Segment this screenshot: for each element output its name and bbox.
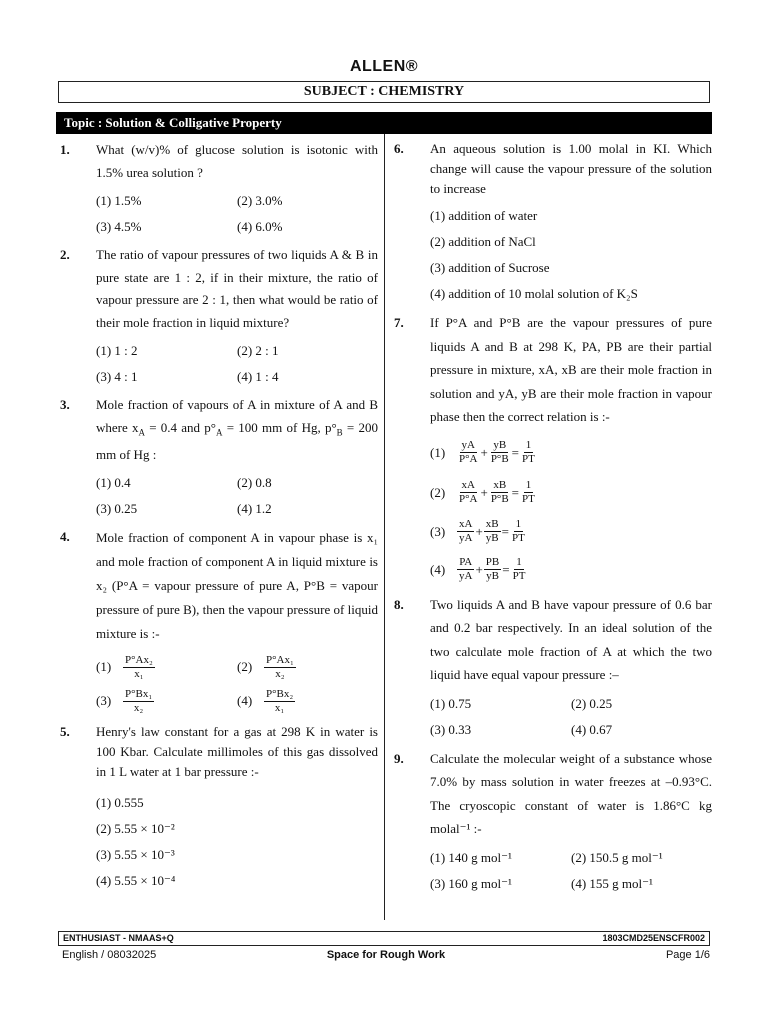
question-number: 8. <box>394 596 404 612</box>
right-column <box>392 134 712 895</box>
option-3[interactable]: (3) 5.55 × 10⁻³ <box>96 847 175 863</box>
subject-title: SUBJECT : CHEMISTRY <box>58 81 710 103</box>
option-3[interactable]: (3) $\frac{\text{P°Bx₁}}{\text{x₂}}$ <box>96 687 153 714</box>
option-4[interactable]: (4) $\frac{PA}{yA}$ + $\frac{PB}{yB}$ = $\frac{1}{PT}$ <box>430 556 526 582</box>
question-5 <box>58 722 378 892</box>
question-1 <box>58 139 378 238</box>
option-1[interactable]: (1) 0.555 <box>96 795 144 811</box>
question-number: 1. <box>60 142 70 157</box>
question-number: 2. <box>60 247 70 262</box>
question-text: Two liquids A and B have vapour pressure of 0.6 bar and 0.2 bar respectively. In an ideal solution of the two calculate mole fraction of A at which the two liquid have equal vapour pressure :– <box>430 596 712 682</box>
option-1[interactable]: (1) 140 g mol⁻¹ <box>430 849 512 865</box>
option-3[interactable]: (3) addition of Sucrose <box>430 260 550 275</box>
option-1[interactable]: (1) 0.75 <box>430 695 472 711</box>
option-2[interactable]: (2) $\frac{xA}{P^\circ A}$ + $\frac{xB}{P^\circ B}$ = $\frac{1}{PT}$ <box>430 479 535 505</box>
options <box>430 693 712 741</box>
option-1[interactable]: (1) addition of water <box>430 208 538 223</box>
options <box>96 650 378 718</box>
option-4[interactable]: (4) 1.2 <box>237 501 272 517</box>
options <box>430 205 712 305</box>
option-2[interactable]: (2) addition of NaCl <box>430 234 536 249</box>
question-number: 5. <box>60 724 70 740</box>
option-4[interactable]: (4) 5.55 × 10⁻⁴ <box>96 873 176 889</box>
option-2[interactable]: (2) 2 : 1 <box>237 343 279 358</box>
option-2[interactable]: (2) 3.0% <box>237 193 283 208</box>
question-6 <box>392 139 712 305</box>
option-3[interactable]: (3) 160 g mol⁻¹ <box>430 875 512 891</box>
question-8 <box>392 593 712 741</box>
question-number: 7. <box>394 315 404 330</box>
question-4 <box>58 526 378 718</box>
language-date: English / 08032025 <box>62 949 157 961</box>
option-2[interactable]: (2) 150.5 g mol⁻¹ <box>571 849 663 865</box>
question-number: 6. <box>394 141 404 156</box>
question-text: What (w/v)% of glucose solution is isotonic with 1.5% urea solution ? <box>96 142 378 180</box>
options <box>96 792 378 892</box>
option-1[interactable]: (1) $\frac{\text{P°Ax₂}}{\text{x₁}}$ <box>96 653 153 680</box>
question-text: Calculate the molecular weight of a substance whose 7.0% by mass solution in water freezes at –0.93°C. The cryoscopic constant of water is 1.86°C kg molal⁻¹ :- <box>430 750 712 836</box>
option-1[interactable]: (1) $\frac{yA}{P^\circ A}$ + $\frac{yB}{P^\circ B}$ = $\frac{1}{PT}$ <box>430 439 535 465</box>
option-1[interactable]: (1) 0.4 <box>96 475 131 491</box>
option-2[interactable]: (2) 5.55 × 10⁻² <box>96 821 175 837</box>
question-text: If P°A and P°B are the vapour pressures of pure liquids A and B at 298 K, PA, PB are their partial pressure in mixture, xA, xB are their mole fraction in solution and yA, yB are their mole fraction in vapour phase then the correct relation is :- <box>430 315 712 424</box>
option-4[interactable]: (4) 6.0% <box>237 219 283 234</box>
question-text: The ratio of vapour pressures of two liquids A & B in pure state are 1 : 2, if in their mixture, the ratio of vapour pressure are 2 : 1, then what would be ratio of their mole fraction in liquid mixture? <box>96 247 378 330</box>
left-column <box>58 134 378 892</box>
question-9 <box>392 747 712 895</box>
page-number: Page 1/6 <box>665 949 710 961</box>
question-text: An aqueous solution is 1.00 molal in KI. Which change will cause the vapour pressure of the solution to increase <box>430 141 712 196</box>
question-3 <box>58 394 378 520</box>
option-4[interactable]: (4) $\frac{\text{P°Bx₂}}{\text{x₁}}$ <box>237 687 294 714</box>
rough-work-label: Space for Rough Work <box>326 949 446 961</box>
option-3[interactable]: (3) 0.33 <box>430 721 472 737</box>
question-7 <box>392 311 712 589</box>
option-3[interactable]: (3) 0.25 <box>96 501 138 517</box>
question-text: Henry's law constant for a gas at 298 K in water is 100 Kbar. Calculate millimoles of this gas dissolved in 1 L water at 1 bar pressure :- <box>96 724 378 780</box>
option-1[interactable]: (1) 1 : 2 <box>96 343 138 358</box>
question-number: 4. <box>60 529 70 545</box>
option-3[interactable]: (3) 4 : 1 <box>96 369 138 384</box>
options <box>96 472 378 520</box>
options <box>96 340 378 388</box>
option-4[interactable]: (4) 1 : 4 <box>237 369 279 384</box>
question-number: 9. <box>394 750 404 766</box>
column-divider <box>384 134 385 920</box>
option-2[interactable]: (2) 0.25 <box>571 695 613 711</box>
option-2[interactable]: (2) 0.8 <box>237 475 272 491</box>
question-2 <box>58 244 378 388</box>
option-3[interactable]: (3) $\frac{xA}{yA}$ + $\frac{xB}{yB}$ = $\frac{1}{PT}$ <box>430 518 525 544</box>
option-4[interactable]: (4) addition of 10 molal solution of K₂S <box>430 286 638 301</box>
course-code: ENTHUSIAST - NMAAS+Q <box>63 933 174 943</box>
paper-code: 1803CMD25ENSCFR002 <box>602 933 705 943</box>
topic-bar: Topic : Solution & Colligative Property <box>56 112 712 134</box>
options <box>430 433 712 589</box>
question-text: Mole fraction of component A in vapour phase is x₁ and mole fraction of component A in liquid mixture is x₂ (P°A = vapour pressure of pure A, P°B = vapour pressure of pure B), then the vapour pressure of liquid mixture is :- <box>96 530 378 642</box>
question-text: Mole fraction of vapours of A in mixture of A and B where $x_A = 0.4$ and $p^\circ_A = 100$ mm of Hg, $p^\circ_B = 200$ mm of Hg : <box>96 397 378 462</box>
question-number: 3. <box>60 397 70 412</box>
option-3[interactable]: (3) 4.5% <box>96 219 142 234</box>
option-1[interactable]: (1) 1.5% <box>96 193 142 208</box>
options <box>430 847 712 895</box>
option-4[interactable]: (4) 0.67 <box>571 721 613 737</box>
option-4[interactable]: (4) 155 g mol⁻¹ <box>571 875 653 891</box>
footer-code-box <box>58 931 710 946</box>
brand-logo: ALLEN® <box>349 58 419 75</box>
option-2[interactable]: (2) $\frac{\text{P°Ax₁}}{\text{x₂}}$ <box>237 653 294 680</box>
options <box>96 190 378 238</box>
